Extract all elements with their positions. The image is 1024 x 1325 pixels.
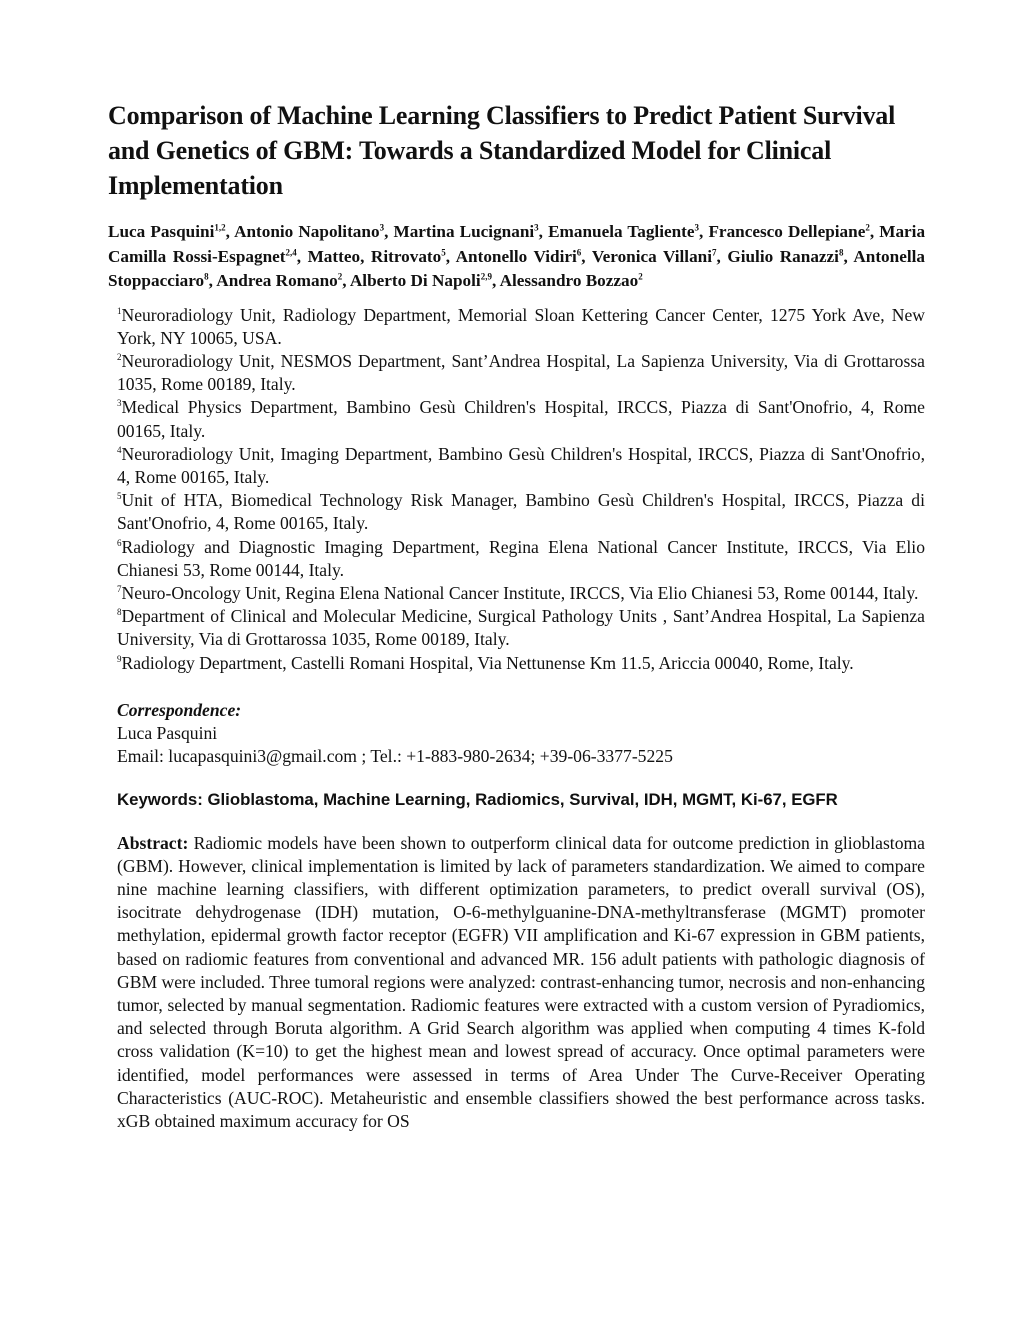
affiliation-text: Neuroradiology Unit, Imaging Department, Bambino Gesù Children's Hospital, IRCCS, Piazza di Sant'Onofrio, 4, Rome 00165, Italy. — [117, 443, 925, 487]
correspondence-block — [117, 699, 925, 769]
author-name: Maria Camilla Rossi-Espagnet — [108, 222, 926, 266]
affiliation-item — [117, 536, 925, 582]
affiliation-number: 8 — [117, 607, 122, 618]
affiliation-number: 5 — [117, 491, 122, 502]
author-name: Antonio Napolitano — [234, 222, 380, 241]
author-affiliation-marker: 2 — [337, 271, 343, 282]
affiliation-text: Department of Clinical and Molecular Medicine, Surgical Pathology Units , Sant’Andrea Hospital, La Sapienza University, Via di Grottarossa 1035, Rome 00189, Italy. — [117, 606, 925, 650]
affiliation-number: 1 — [117, 305, 122, 316]
author-affiliation-marker: 3 — [694, 222, 700, 233]
affiliation-item — [117, 350, 925, 396]
affiliation-number: 4 — [117, 444, 122, 455]
author-affiliation-marker: 2,9 — [480, 271, 492, 282]
author-name: Emanuela Tagliente — [548, 222, 695, 241]
affiliation-number: 2 — [117, 352, 122, 363]
abstract-label: Abstract: — [117, 832, 189, 853]
author-affiliation-marker: 3 — [379, 222, 385, 233]
abstract — [117, 832, 925, 1134]
correspondence-contact: Email: lucapasquini3@gmail.com ; Tel.: +1-883-980-2634; +39-06-3377-5225 — [117, 746, 673, 767]
affiliation-text: Neuroradiology Unit, Radiology Department, Memorial Sloan Kettering Cancer Center, 1275 York Ave, New York, NY 10065, USA. — [117, 304, 925, 348]
author-list: Luca Pasquini$^{1,2}$, Antonio Napolitano$^3$, Martina Lucignani$^3$, Emanuela Tagliente$^3$, Francesco Dellepiane$^2$, Maria Camilla Rossi-Espagnet$^{2,4}$, Matteo, Ritrovato$^5$, Antonello Vidiri$^6$, Veronica Villani$^7$, Giulio Ranazzi$^8$, Antonella Stoppacciaro$^8$, Andrea Romano$^2$, Alberto Di Napoli$^{2,9}$, Alessandro Bozzao$^2$ — [108, 222, 926, 290]
abstract-text: Radiomic models have been shown to outperform clinical data for outcome prediction in glioblastoma (GBM). However, clinical implementation is limited by lack of parameters standardization. We aimed to compare nine machine learning classifiers, with different optimization parameters, to predict overall survival (OS), isocitrate dehydrogenase (IDH) mutation, O-6-methylguanine-DNA-methyltransferase (MGMT) promoter methylation, epidermal growth factor receptor (EGFR) VII amplification and Ki-67 expression in GBM patients, based on radiomic features from conventional and advanced MR. 156 adult patients with pathologic diagnosis of GBM were included. Three tumoral regions were analyzed: contrast-enhancing tumor, necrosis and non-enhancing tumor, selected by manual segmentation. Radiomic features were extracted with a custom version of Pyradiomics, and selected through Boruta algorithm. A Grid Search algorithm was applied when computing 4 times K-fold cross validation (K=10) to get the highest mean and lowest spread of accuracy. Once optimal parameters were identified, model performances were assessed in terms of Area Under The Curve-Receiver Operating Characteristics (AUC-ROC). Metaheuristic and ensemble classifiers showed the best performance across tasks. xGB obtained maximum accuracy for OS — [117, 832, 926, 1131]
author-affiliation-marker: 2,4 — [285, 246, 297, 257]
affiliation-number: 7 — [117, 584, 122, 595]
paper-title: Comparison of Machine Learning Classifiers to Predict Patient Survival and Genetics of GBM: Towards a Standardized Model for Clinical Implementation — [108, 101, 896, 200]
author-name: Francesco Dellepiane — [708, 222, 866, 241]
affiliation-item — [117, 304, 925, 350]
author-name: Martina Lucignani — [393, 222, 535, 241]
author-affiliation-marker: 5 — [441, 246, 446, 257]
author-name: Antonello Vidiri — [455, 246, 577, 266]
author-name: Veronica Villani — [591, 246, 713, 266]
affiliation-item — [117, 652, 925, 675]
author-affiliation-marker: 1,2 — [214, 222, 226, 233]
affiliation-text: Medical Physics Department, Bambino Gesù Children's Hospital, IRCCS, Piazza di Sant'Onofrio, 4, Rome 00165, Italy. — [117, 397, 925, 441]
affiliation-item — [117, 605, 925, 651]
author-affiliation-marker: 7 — [712, 246, 717, 257]
author-name: Antonella Stoppacciaro — [108, 246, 925, 290]
keywords: Keywords: Glioblastoma, Machine Learning, Radiomics, Survival, IDH, MGMT, Ki-67, EGFR — [117, 790, 838, 810]
author-affiliation-marker: 8 — [838, 246, 844, 257]
author-affiliation-marker: 3 — [534, 222, 539, 233]
affiliation-number: 6 — [117, 537, 122, 548]
affiliation-number: 3 — [117, 398, 122, 409]
author-affiliation-marker: 8 — [204, 271, 209, 282]
affiliation-text: Radiology Department, Castelli Romani Hospital, Via Nettunense Km 11.5, Ariccia 00040, Rome, Italy. — [121, 652, 854, 673]
paper-page — [108, 98, 925, 1151]
affiliation-item — [117, 396, 925, 442]
affiliation-text: Radiology and Diagnostic Imaging Department, Regina Elena National Cancer Institute, IRCCS, Via Elio Chianesi 53, Rome 00144, Italy. — [117, 536, 925, 580]
author-name: Giulio Ranazzi — [727, 246, 839, 266]
author-affiliation-marker: 2 — [638, 271, 643, 282]
affiliation-item — [117, 582, 925, 605]
author-name: Matteo, Ritrovato — [307, 246, 442, 266]
affiliation-number: 9 — [117, 653, 122, 664]
affiliation-text: Neuroradiology Unit, NESMOS Department, Sant’Andrea Hospital, La Sapienza University, Via di Grottarossa 1035, Rome 00189, Italy. — [117, 350, 925, 395]
author-name: Andrea Romano — [216, 271, 338, 290]
author-affiliation-marker: 6 — [576, 246, 582, 257]
author-name: Alberto Di Napoli — [349, 271, 481, 290]
affiliation-list — [117, 304, 925, 675]
author-affiliation-marker: 2 — [865, 222, 870, 233]
affiliation-text: Neuro-Oncology Unit, Regina Elena National Cancer Institute, IRCCS, Via Elio Chianesi 53, Rome 00144, Italy. — [121, 582, 919, 603]
correspondence-name: Luca Pasquini — [117, 722, 218, 743]
correspondence-heading: Correspondence: — [117, 699, 242, 720]
affiliation-text: Unit of HTA, Biomedical Technology Risk Manager, Bambino Gesù Children's Hospital, IRCCS, Piazza di Sant'Onofrio, 4, Rome 00165, Italy. — [117, 490, 925, 534]
author-name: Alessandro Bozzao — [499, 271, 639, 290]
affiliation-item — [117, 489, 925, 535]
affiliation-item — [117, 443, 925, 489]
author-name: Luca Pasquini — [108, 222, 215, 241]
